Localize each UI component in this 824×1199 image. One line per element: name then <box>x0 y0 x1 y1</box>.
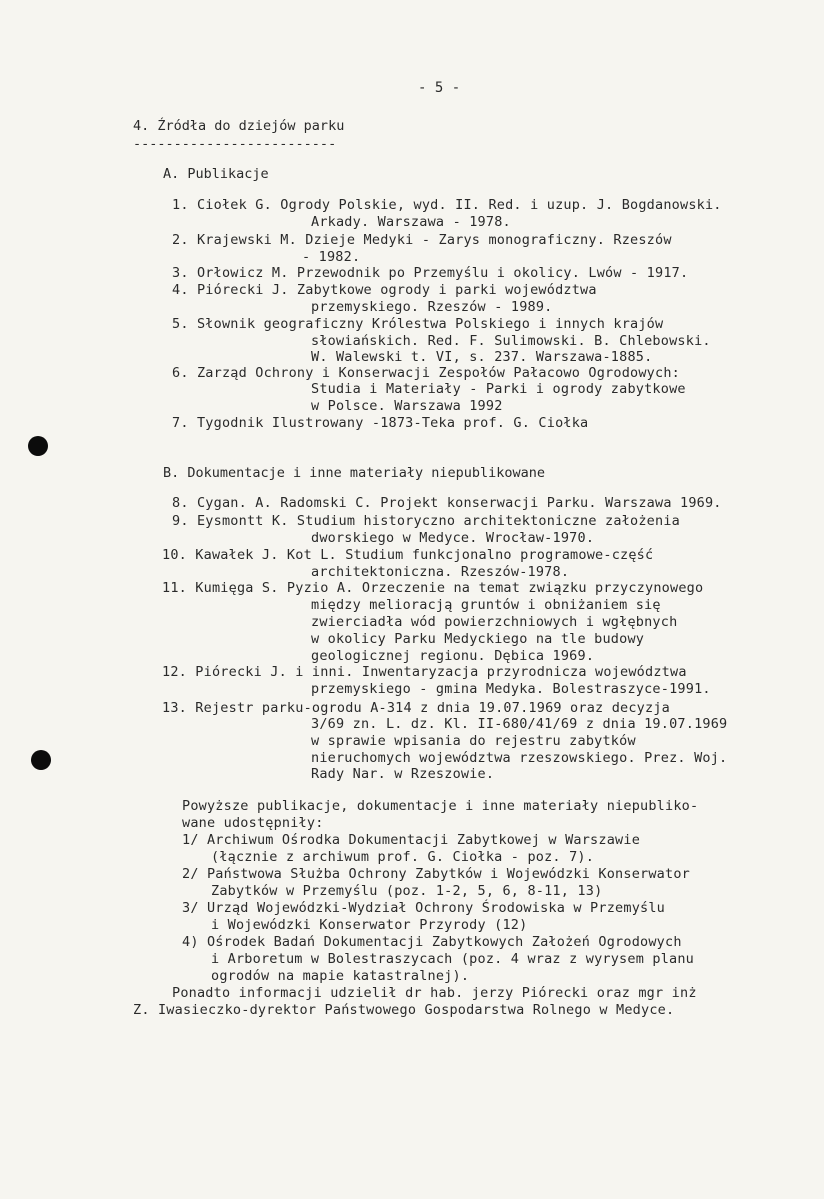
entry-13-line-5: Rady Nar. w Rzeszowie. <box>311 766 495 782</box>
entry-4-line-1: 4. Piórecki J. Zabytkowe ogrody i parki województwa <box>172 282 597 298</box>
entry-6-line-1: 6. Zarząd Ochrony i Konserwacji Zespołów Pałacowo Ogrodowych: <box>172 365 680 381</box>
closing-intro-line-1: Powyższe publikacje, dokumentacje i inne materiały niepubliko- <box>182 798 699 814</box>
entry-11-line-2: między melioracją gruntów i obniżaniem się <box>311 597 661 613</box>
source-1-line-1: 1/ Archiwum Ośrodka Dokumentacji Zabytkowej w Warszawie <box>182 832 641 848</box>
source-3-line-2: i Wojewódzki Konserwator Przyrody (12) <box>211 917 528 933</box>
entry-2-line-1: 2. Krajewski M. Dzieje Medyki - Zarys monograficzny. Rzeszów <box>172 232 672 248</box>
entry-12-line-1: 12. Piórecki J. i inni. Inwentaryzacja przyrodnicza województwa <box>162 664 687 680</box>
entry-4-line-2: przemyskiego. Rzeszów - 1989. <box>311 299 553 315</box>
entry-9-line-1: 9. Eysmontt K. Studium historyczno architektoniczne założenia <box>172 513 680 529</box>
entry-13-line-4: nieruchomych województwa rzeszowskiego. Prez. Woj. <box>311 750 728 766</box>
entry-7-line-1: 7. Tygodnik Ilustrowany -1873-Teka prof. G. Ciołka <box>172 415 589 431</box>
entry-11-line-4: w okolicy Parku Medyckiego na tle budowy <box>311 631 645 647</box>
section-title: 4. Źródła do dziejów parku <box>133 118 345 134</box>
source-1-line-2: (łącznie z archiwum prof. G. Ciołka - poz. 7). <box>211 849 595 865</box>
entry-5-line-1: 5. Słownik geograficzny Królestwa Polskiego i innych krajów <box>172 316 664 332</box>
entry-13-line-3: w sprawie wpisania do rejestru zabytków <box>311 733 636 749</box>
entry-1-line-1: 1. Ciołek G. Ogrody Polskie, wyd. II. Red. i uzup. J. Bogdanowski. <box>172 197 722 213</box>
entry-8-line-1: 8. Cygan. A. Radomski C. Projekt konserwacji Parku. Warszawa 1969. <box>172 495 722 511</box>
source-3-line-1: 3/ Urząd Wojewódzki-Wydział Ochrony Środowiska w Przemyślu <box>182 900 666 916</box>
section-a-heading: A. Publikacje <box>163 166 269 182</box>
entry-10-line-1: 10. Kawałek J. Kot L. Studium funkcjonalno programowe-część <box>162 547 654 563</box>
entry-12-line-2: przemyskiego - gmina Medyka. Bolestraszyce-1991. <box>311 681 711 697</box>
entry-1-line-2: Arkady. Warszawa - 1978. <box>311 214 511 230</box>
entry-13-line-2: 3/69 zn. L. dz. Kl. II-680/41/69 z dnia 19.07.1969 <box>311 716 728 732</box>
entry-13-line-1: 13. Rejestr parku-ogrodu A-314 z dnia 19.07.1969 oraz decyzja <box>162 700 670 716</box>
source-4-line-2: i Arboretum w Bolestraszycach (poz. 4 wraz z wyrysem planu <box>211 951 695 967</box>
source-4-line-3: ogrodów na mapie katastralnej). <box>211 968 470 984</box>
entry-6-line-2: Studia i Materiały - Parki i ogrody zabytkowe <box>311 381 686 397</box>
punch-hole-upper <box>28 436 48 456</box>
entry-5-line-2: słowiańskich. Red. F. Sulimowski. B. Chlebowski. <box>311 333 711 349</box>
punch-hole-lower <box>31 750 51 770</box>
entry-5-line-3: W. Walewski t. VI, s. 237. Warszawa-1885. <box>311 349 653 365</box>
source-2-line-2: Zabytków w Przemyślu (poz. 1-2, 5, 6, 8-11, 13) <box>211 883 603 899</box>
entry-2-line-2: - 1982. <box>302 249 361 265</box>
section-title-rule: ------------------------- <box>133 136 337 152</box>
entry-11-line-5: geologicznej regionu. Dębica 1969. <box>311 648 595 664</box>
source-4-line-1: 4) Ośrodek Badań Dokumentacji Zabytkowych Założeń Ogrodowych <box>182 934 682 950</box>
entry-3-line-1: 3. Orłowicz M. Przewodnik po Przemyślu i okolicy. Lwów - 1917. <box>172 265 689 281</box>
source-2-line-1: 2/ Państwowa Służba Ochrony Zabytków i Wojewódzki Konserwator <box>182 866 690 882</box>
closing-final-line-2: Z. Iwasieczko-dyrektor Państwowego Gospodarstwa Rolnego w Medyce. <box>133 1002 675 1018</box>
page-number: - 5 - <box>418 80 461 96</box>
section-b-heading: B. Dokumentacje i inne materiały niepublikowane <box>163 465 546 481</box>
closing-intro-line-2: wane udostępniły: <box>182 815 324 831</box>
closing-final-line-1: Ponadto informacji udzielił dr hab. jerzy Piórecki oraz mgr inż <box>172 985 697 1001</box>
entry-11-line-1: 11. Kumięga S. Pyzio A. Orzeczenie na temat związku przyczynowego <box>162 580 704 596</box>
entry-6-line-3: w Polsce. Warszawa 1992 <box>311 398 503 414</box>
entry-11-line-3: zwierciadła wód powierzchniowych i wgłębnych <box>311 614 678 630</box>
entry-9-line-2: dworskiego w Medyce. Wrocław-1970. <box>311 530 595 546</box>
entry-10-line-2: architektoniczna. Rzeszów-1978. <box>311 564 570 580</box>
